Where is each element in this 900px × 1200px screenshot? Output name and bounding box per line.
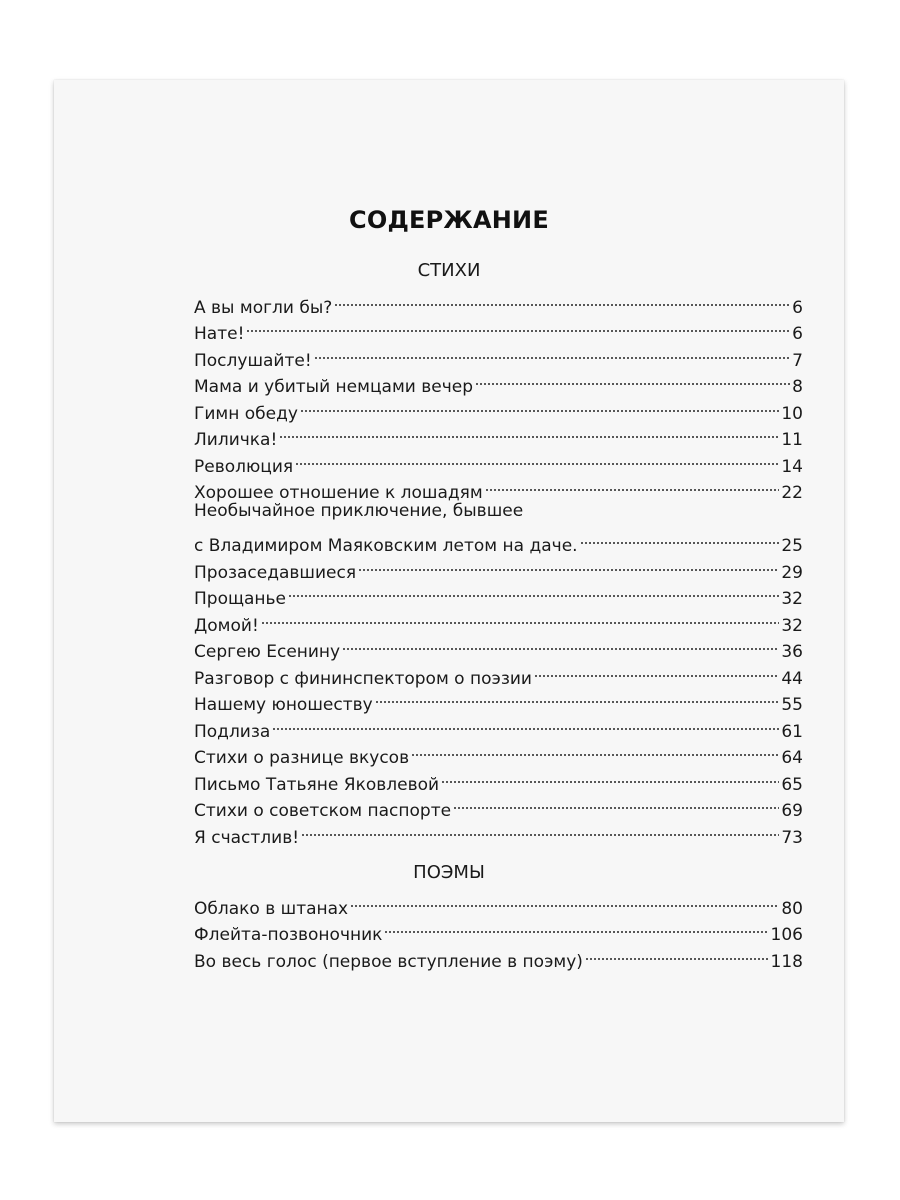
- dot-leader: [300, 392, 779, 419]
- entry-page-number: 106: [770, 925, 803, 945]
- dot-leader: [342, 631, 779, 658]
- entry-page-number: 22: [781, 483, 803, 503]
- entry-title: А вы могли бы?: [194, 297, 333, 318]
- entry-page-number: 32: [781, 589, 803, 609]
- toc-entry: [194, 286, 803, 318]
- entry-page-number: 11: [781, 430, 803, 450]
- entry-title: Мама и убитый немцами вечер: [194, 377, 473, 397]
- entry-title: Флейта-позвоночник: [194, 925, 383, 945]
- toc-entry: [194, 313, 803, 344]
- entry-page-number: 118: [770, 951, 803, 972]
- entry-title: Письмо Татьяне Яковлевой: [194, 774, 440, 795]
- dot-leader: [375, 684, 780, 711]
- dot-leader: [334, 286, 790, 313]
- entry-title-line-1: Необычайное приключение, бывшее: [194, 501, 524, 521]
- entry-title: Нашему юношеству: [194, 695, 373, 715]
- entry-title: Гимн обеду: [194, 403, 298, 424]
- entry-title: Облако в штанах: [194, 898, 349, 919]
- toc-list-poemy: [194, 887, 803, 972]
- entry-title: Революция: [194, 456, 294, 477]
- entry-page-number: 55: [781, 695, 803, 715]
- section-heading-poemy: ПОЭМЫ: [413, 862, 485, 883]
- dot-leader: [534, 657, 779, 684]
- entry-title: Прощанье: [194, 589, 286, 609]
- entry-title-line-2: с Владимиром Маяковским летом на даче.: [194, 536, 578, 556]
- entry-title: Хорошее отношение к лошадям: [194, 483, 483, 503]
- entry-page-number: 10: [781, 403, 803, 424]
- entry-page-number: 6: [792, 324, 803, 344]
- toc-entry: [194, 604, 803, 636]
- entry-page-number: 73: [781, 827, 803, 848]
- entry-title: Стихи о советском паспорте: [194, 801, 452, 821]
- entry-page-number: 25: [781, 536, 803, 556]
- dot-leader: [580, 525, 780, 552]
- dot-leader: [246, 313, 790, 340]
- entry-page-number: 65: [781, 774, 803, 795]
- toc-entry: [194, 710, 803, 742]
- entry-page-number: 36: [781, 642, 803, 662]
- dot-leader: [453, 790, 779, 817]
- entry-page-number: 64: [781, 748, 803, 768]
- dot-leader: [314, 339, 791, 366]
- entry-page-number: 8: [792, 377, 803, 397]
- entry-title: Разговор с фининспектором о поэзии: [194, 668, 532, 689]
- dot-leader: [288, 578, 779, 605]
- entry-title: Сергею Есенину: [194, 642, 341, 662]
- toc-entry: [194, 445, 803, 477]
- entry-page-number: 7: [792, 350, 803, 371]
- entry-title: Лиличка!: [194, 430, 278, 450]
- entry-title: Нате!: [194, 324, 245, 344]
- dot-leader: [585, 940, 769, 967]
- entry-title: Подлиза: [194, 721, 271, 742]
- entry-page-number: 32: [781, 615, 803, 636]
- dot-leader: [295, 445, 779, 472]
- toc-entry: [194, 737, 803, 768]
- dot-leader: [441, 763, 779, 790]
- dot-leader: [261, 604, 780, 631]
- entry-page-number: 29: [781, 562, 803, 583]
- entry-title: Я счастлив!: [194, 827, 300, 848]
- entry-title: Домой!: [194, 615, 259, 636]
- dot-leader: [475, 366, 790, 393]
- toc-entry: [194, 498, 803, 556]
- entry-title: Во весь голос (первое вступление в поэму): [194, 951, 583, 972]
- entry-title: Стихи о разнице вкусов: [194, 748, 410, 768]
- toc-entry: [194, 631, 803, 662]
- entry-page-number: 61: [781, 721, 803, 742]
- dot-leader: [301, 816, 779, 843]
- entry-title: Прозаседавшиеся: [194, 562, 357, 583]
- book-page: [54, 80, 844, 1122]
- dot-leader: [279, 419, 779, 446]
- toc-list-poems: [194, 286, 803, 848]
- dot-leader: [272, 710, 779, 737]
- dot-leader: [350, 887, 779, 914]
- entry-page-number: 69: [781, 801, 803, 821]
- toc-entry: [194, 887, 803, 919]
- entry-title: Послушайте!: [194, 350, 312, 371]
- dot-leader: [358, 551, 779, 578]
- dot-leader: [384, 914, 768, 941]
- dot-leader: [411, 737, 779, 764]
- page-title: СОДЕРЖАНИЕ: [349, 206, 549, 234]
- entry-page-number: 14: [781, 456, 803, 477]
- dot-leader: [485, 472, 780, 499]
- section-heading-poems: СТИХИ: [417, 260, 481, 281]
- toc-entry: [194, 339, 803, 371]
- entry-page-number: 44: [781, 668, 803, 689]
- toc-entry: [194, 419, 803, 450]
- entry-page-number: 6: [792, 297, 803, 318]
- entry-page-number: 80: [781, 898, 803, 919]
